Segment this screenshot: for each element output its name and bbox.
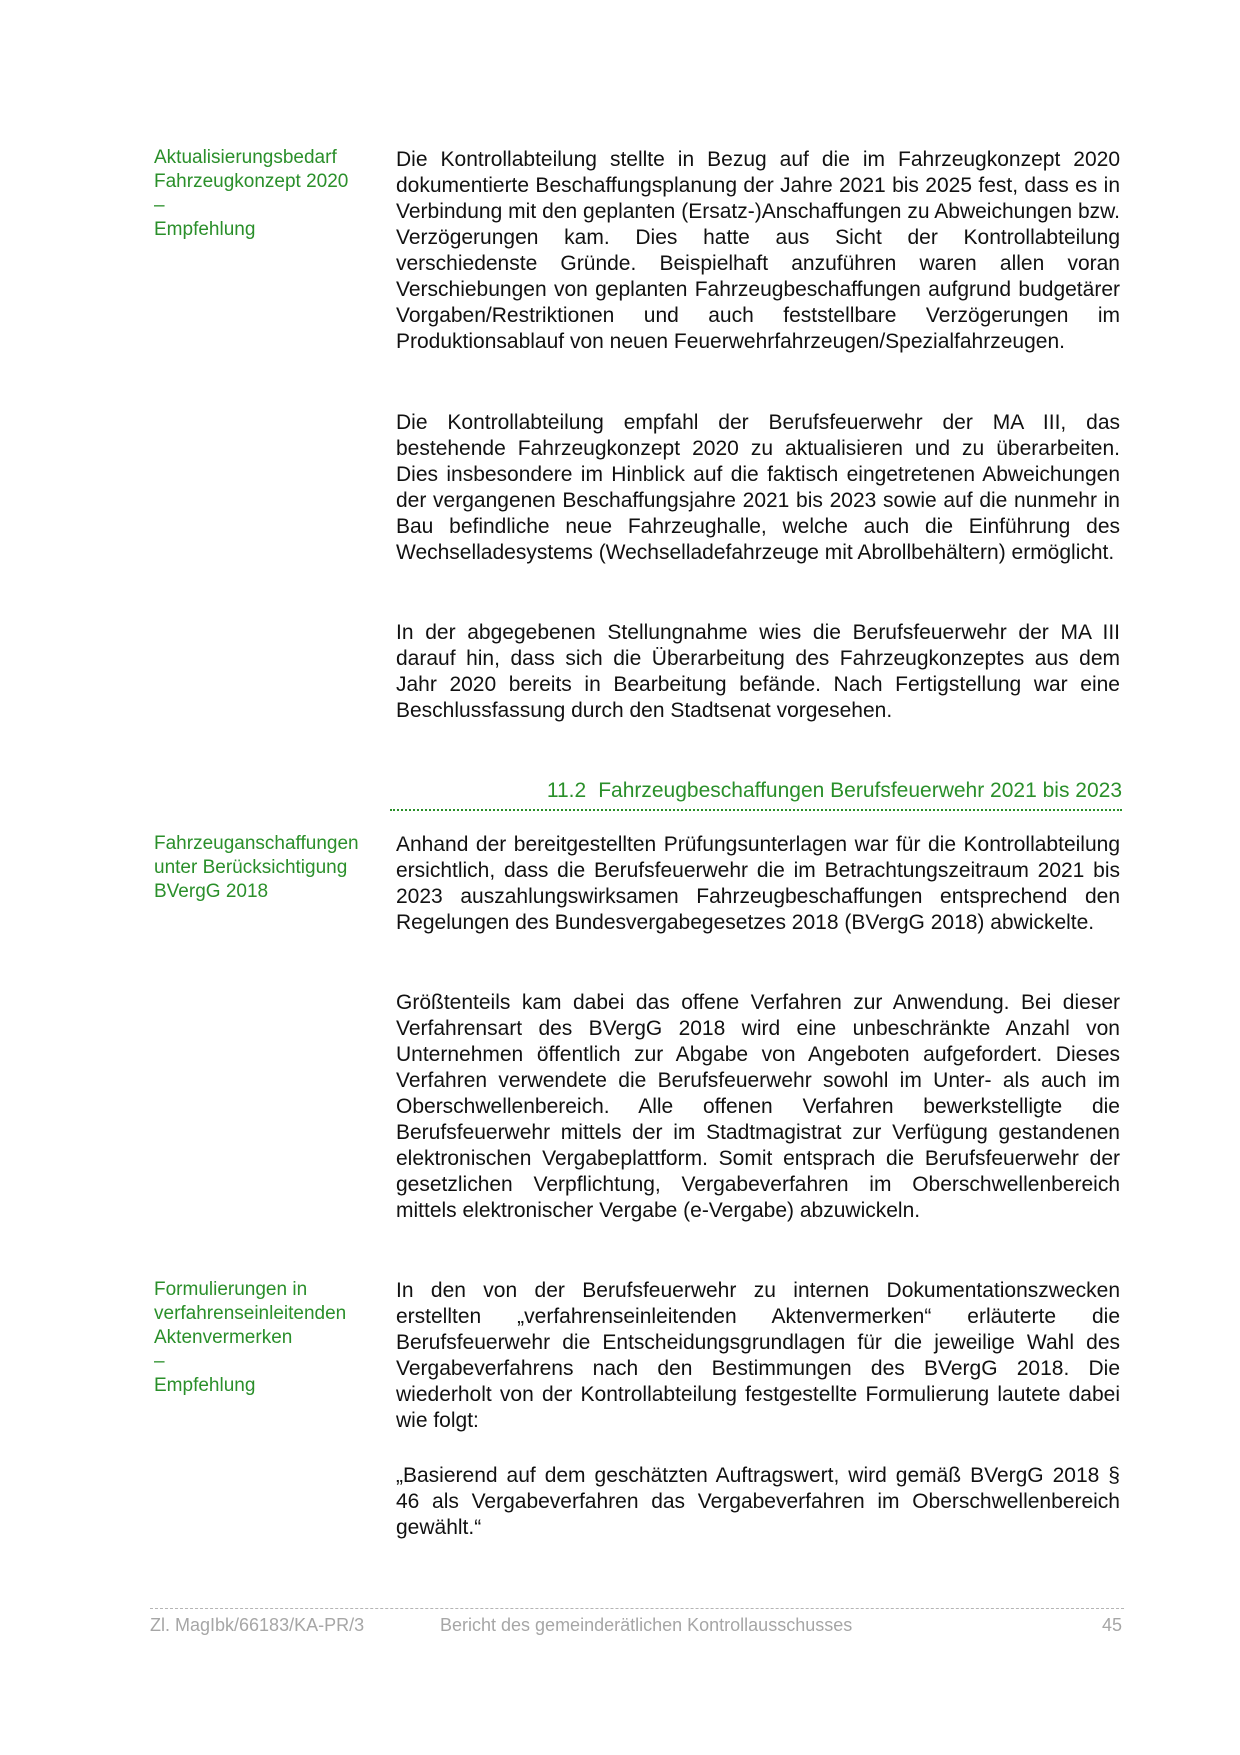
- paragraph-4: Anhand der bereitgestellten Prüfungsunterlagen war für die Kontrollabteilung ersichtlich, dass die Berufsfeuerwehr die im Betrachtungszeitraum 2021 bis 2023 auszahlungswirksamen Fahrzeugbeschaffungen entsprechend den Regelungen des Bundesvergabegesetzes 2018 (BVergG 2018) abwickelte.: [396, 833, 1120, 934]
- section-number: 11.2: [546, 779, 587, 802]
- section-title: Fahrzeugbeschaffungen Berufsfeuerwehr 2021 bis 2023: [598, 779, 1122, 802]
- margin-note-fahrzeuganschaffungen: [154, 832, 384, 904]
- margin-note-line: Fahrzeuganschaffungen: [154, 833, 359, 854]
- margin-note-aktualisierungsbedarf: [154, 146, 384, 242]
- margin-note-line: BVergG 2018: [154, 881, 269, 902]
- paragraph-2: Die Kontrollabteilung empfahl der Berufsfeuerwehr der MA III, das bestehende Fahrzeugkonzept 2020 zu aktualisieren und zu überarbeiten. Dies insbesondere im Hinblick auf die faktisch eingetretenen Abweichungen der vergangenen Beschaffungsjahre 2021 bis 2023 sowie auf die nunmehr in Bau befindliche neue Fahrzeughalle, welche auch die Einführung des Wechselladesystems (Wechselladefahrzeuge mit Abrollbehältern) ermöglicht.: [396, 411, 1120, 564]
- margin-note-line: Empfehlung: [154, 219, 256, 240]
- paragraph-3: In der abgegebenen Stellungnahme wies die Berufsfeuerwehr der MA III darauf hin, dass sich die Überarbeitung des Fahrzeugkonzeptes aus dem Jahr 2020 bereits in Bearbeitung befände. Nach Fertigstellung war eine Beschlussfassung durch den Stadtsenat vorgesehen.: [396, 621, 1120, 722]
- margin-note-line: –: [154, 195, 165, 216]
- margin-note-line: Formulierungen in: [154, 1279, 308, 1300]
- margin-note-line: verfahrenseinleitenden: [154, 1303, 347, 1324]
- paragraph-1: Die Kontrollabteilung stellte in Bezug auf die im Fahrzeugkonzept 2020 dokumentierte Beschaffungsplanung der Jahre 2021 bis 2025 fest, dass es in Verbindung mit den geplanten (Ersatz-)Anschaffungen zu Abweichungen bzw. Verzögerungen kam. Dies hatte aus Sicht der Kontrollabteilung verschiedenste Gründe. Beispielhaft anzuführen waren allen voran Verschiebungen von geplanten Fahrzeugbeschaffungen aufgrund budgetärer Vorgaben/Restriktionen und auch feststellbare Verzögerungen im Produktionsablauf von neuen Feuerwehrfahrzeugen/Spezialfahrzeugen.: [396, 148, 1120, 353]
- page-number: 45: [1101, 1615, 1122, 1635]
- margin-note-line: Aktenvermerken: [154, 1327, 293, 1348]
- margin-note-line: Empfehlung: [154, 1375, 256, 1396]
- margin-note-line: unter Berücksichtigung: [154, 857, 348, 878]
- paragraph-5: Größtenteils kam dabei das offene Verfahren zur Anwendung. Bei dieser Verfahrensart des BVergG 2018 wird eine unbeschränkte Anzahl von Unternehmen öffentlich zur Abgabe von Angeboten aufgefordert. Dieses Verfahren verwendete die Berufsfeuerwehr sowohl im Unter- als auch im Oberschwellenbereich. Alle offenen Verfahren bewerkstelligte die Berufsfeuerwehr mittels der im Stadtmagistrat zur Verfügung gestandenen elektronischen Vergabeplattform. Somit entsprach die Berufsfeuerwehr der gesetzlichen Verpflichtung, Vergabeverfahren im Oberschwellenbereich mittels elektronischer Vergabe (e-Vergabe) abzuwickeln.: [396, 991, 1120, 1222]
- paragraph-7-quote: „Basierend auf dem geschätzten Auftragswert, wird gemäß BVergG 2018 § 46 als Vergabeverfahren das Vergabeverfahren im Oberschwellenbereich gewählt.“: [396, 1464, 1120, 1539]
- footer-divider: [150, 1608, 1124, 1609]
- margin-note-formulierungen: [154, 1278, 384, 1398]
- margin-note-line: Aktualisierungsbedarf: [154, 147, 337, 168]
- margin-note-line: –: [154, 1351, 165, 1372]
- margin-note-line: Fahrzeugkonzept 2020: [154, 171, 349, 192]
- paragraph-6: In den von der Berufsfeuerwehr zu internen Dokumentationszwecken erstellten „verfahrenseinleitenden Aktenvermerken“ erläuterte die Berufsfeuerwehr die Entscheidungsgrundlagen für die jeweilige Wahl des Vergabeverfahrens nach den Bestimmungen des BVergG 2018. Die wiederholt von der Kontrollabteilung festgestellte Formulierung lautete dabei wie folgt:: [396, 1279, 1120, 1432]
- section-heading: [390, 778, 1122, 811]
- footer-report-title: Bericht des gemeinderätlichen Kontrollausschusses: [440, 1615, 853, 1635]
- footer-reference: Zl. MagIbk/66183/KA-PR/3: [150, 1615, 365, 1635]
